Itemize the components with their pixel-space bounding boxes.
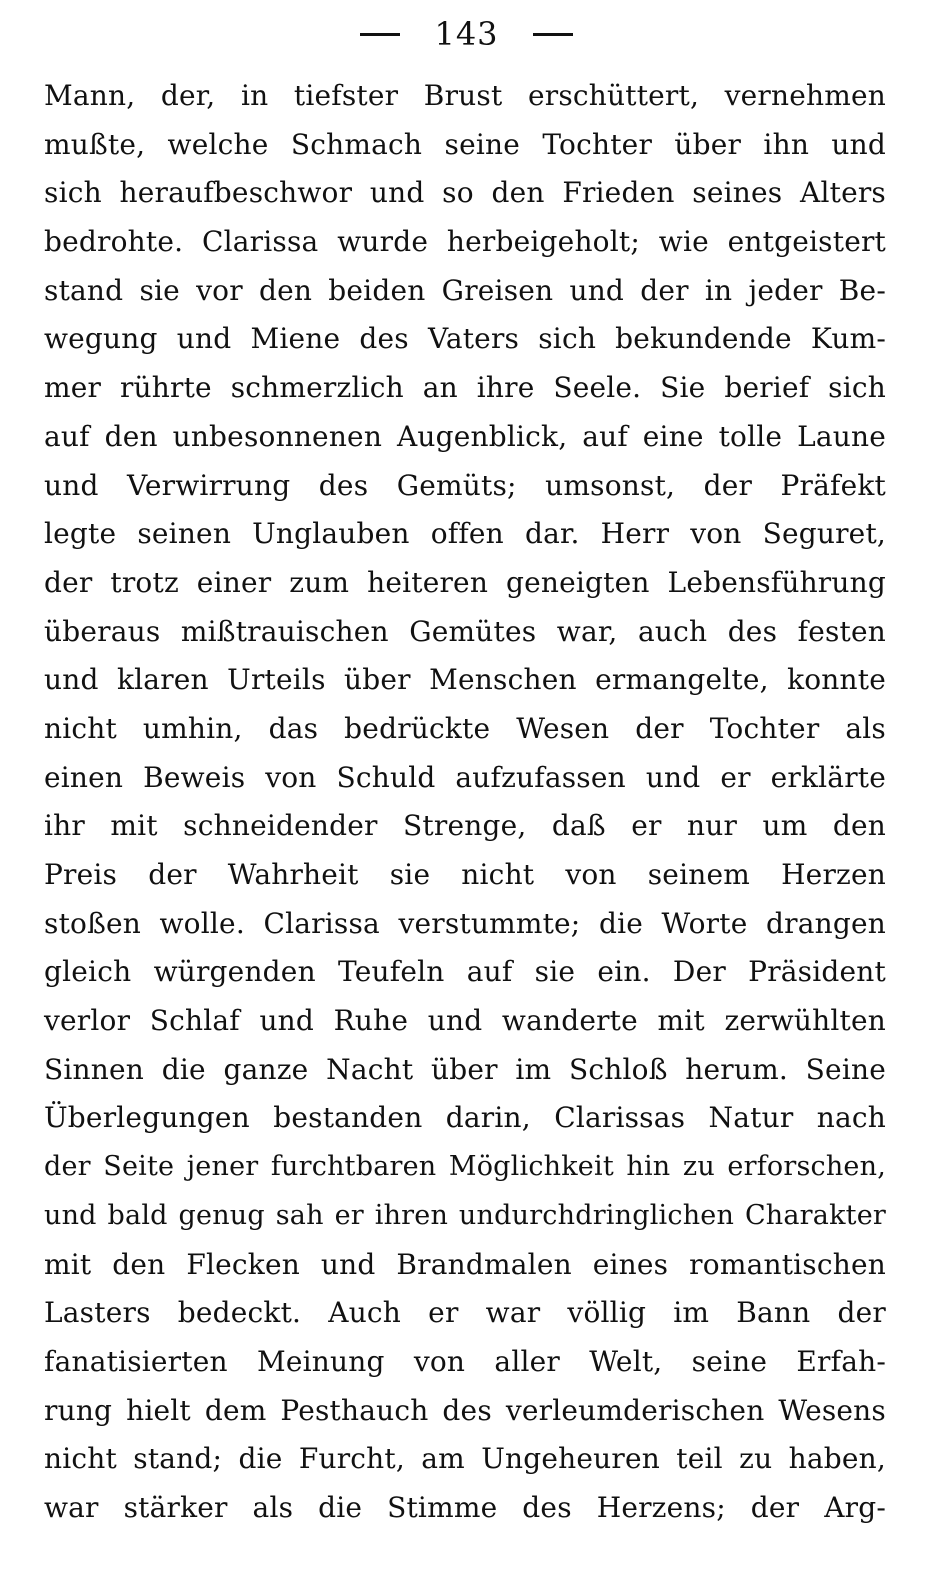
right-dash <box>533 33 573 36</box>
text-line: stoßen wolle. Clarissa verstummte; die Worte drangen <box>44 906 886 940</box>
text-line: ihr mit schneidender Strenge, daß er nur um den <box>44 809 886 843</box>
text-line: verlor Schlaf und Ruhe und wanderte mit zerwühlten <box>44 1004 886 1038</box>
text-line: und Verwirrung des Gemüts; umsonst, der Präfekt <box>44 468 886 502</box>
text-line: Sinnen die ganze Nacht über im Schloß herum. Seine <box>44 1052 886 1086</box>
text-line: stand sie vor den beiden Greisen und der in jeder Be- <box>44 273 886 307</box>
page-header <box>0 12 933 56</box>
text-line: einen Beweis von Schuld aufzufassen und er erklärte <box>44 760 886 794</box>
text-line: gleich würgenden Teufeln auf sie ein. Der Präsident <box>44 955 886 989</box>
text-line: nicht stand; die Furcht, am Ungeheuren teil zu haben, <box>44 1442 886 1476</box>
text-line: mer rührte schmerzlich an ihre Seele. Sie berief sich <box>44 371 886 405</box>
text-line: mußte, welche Schmach seine Tochter über ihn und <box>44 127 886 161</box>
text-line: fanatisierten Meinung von aller Welt, seine Erfah- <box>44 1344 886 1378</box>
text-line: rung hielt dem Pesthauch des verleumderischen Wesens <box>44 1393 886 1427</box>
text-line: wegung und Miene des Vaters sich bekundende Kum- <box>44 322 886 356</box>
text-line: auf den unbesonnenen Augenblick, auf eine tolle Laune <box>44 419 886 453</box>
text-line: der Seite jener furchtbaren Möglichkeit hin zu erforschen, <box>44 1151 886 1183</box>
text-line: nicht umhin, das bedrückte Wesen der Tochter als <box>44 711 886 745</box>
left-dash <box>360 33 400 36</box>
page-number: 143 <box>434 15 499 53</box>
text-line: Lasters bedeckt. Auch er war völlig im Bann der <box>44 1296 886 1330</box>
text-line: und bald genug sah er ihren undurchdringlichen Charakter <box>44 1199 886 1231</box>
text-line: legte seinen Unglauben offen dar. Herr von Seguret, <box>44 517 886 551</box>
text-line: war stärker als die Stimme des Herzens; der Arg- <box>44 1490 886 1524</box>
text-line: und klaren Urteils über Menschen ermangelte, konnte <box>44 663 886 697</box>
text-line: mit den Flecken und Brandmalen eines romantischen <box>44 1247 886 1281</box>
text-line: Mann, der, in tiefster Brust erschüttert, vernehmen <box>44 79 886 112</box>
text-line: bedrohte. Clarissa wurde herbeigeholt; wie entgeistert <box>44 225 886 259</box>
text-line: überaus mißtrauischen Gemütes war, auch des festen <box>44 614 886 648</box>
body-text <box>44 72 886 1533</box>
text-line: sich heraufbeschwor und so den Frieden seines Alters <box>44 176 886 210</box>
text-line: Überlegungen bestanden darin, Clarissas Natur nach <box>44 1101 886 1135</box>
text-line: Preis der Wahrheit sie nicht von seinem Herzen <box>44 858 886 891</box>
text-line: der trotz einer zum heiteren geneigten Lebensführung <box>44 565 886 599</box>
